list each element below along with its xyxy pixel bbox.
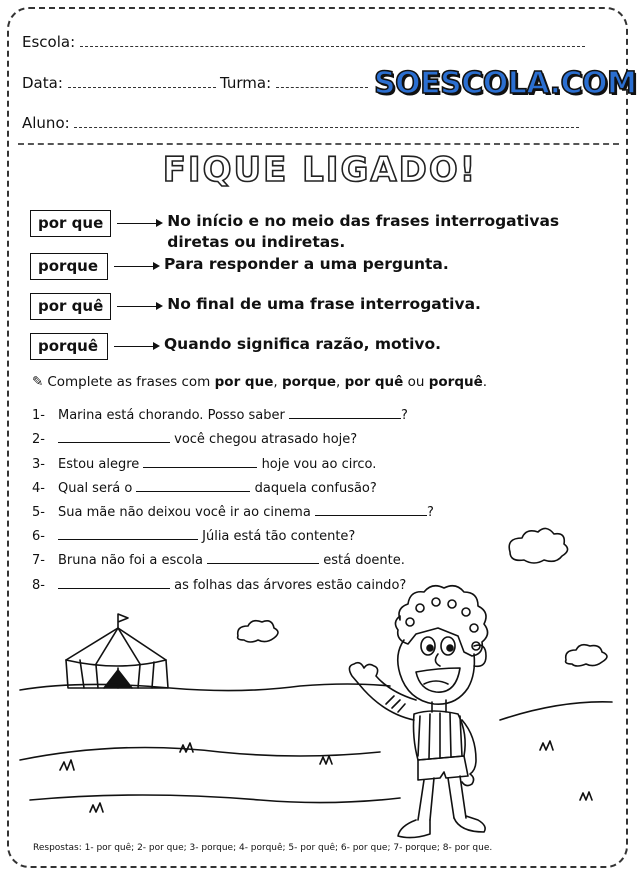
hill-line bbox=[500, 702, 612, 720]
instruction-text: Complete as frases com bbox=[47, 374, 215, 390]
circus-tent-icon bbox=[66, 614, 168, 688]
rule-description-line: Para responder a uma pergunta. bbox=[164, 255, 449, 273]
question-text: está doente. bbox=[319, 553, 405, 568]
question-number: 5- bbox=[32, 505, 45, 520]
term-box: porque bbox=[30, 253, 108, 280]
cloud-icon bbox=[509, 528, 567, 563]
instruction-text: . bbox=[482, 374, 488, 390]
question-number: 8- bbox=[32, 578, 45, 593]
question-text: ? bbox=[426, 505, 434, 520]
instruction-word: porque bbox=[281, 374, 336, 390]
question-text: Bruna não foi a escola bbox=[58, 553, 208, 568]
ground-line bbox=[20, 748, 380, 761]
question-text: ? bbox=[401, 408, 408, 423]
rule-description-line: No final de uma frase interrogativa. bbox=[167, 295, 481, 313]
rule-description-line: No início e no meio das frases interrogativas bbox=[167, 212, 560, 230]
question-text: Qual será o bbox=[58, 481, 137, 496]
instruction-word: por quê bbox=[344, 374, 404, 390]
question-number: 7- bbox=[32, 553, 45, 568]
question-number: 3- bbox=[32, 457, 45, 472]
escola-label: Escola: bbox=[22, 33, 76, 51]
question-text: Júlia está tão contente? bbox=[198, 529, 356, 544]
instruction-word: por que bbox=[214, 374, 274, 390]
term-box: por que bbox=[30, 210, 111, 237]
instruction-word: porquê bbox=[428, 374, 483, 390]
question-text: as folhas das árvores estão caindo? bbox=[170, 578, 407, 593]
brand-logo: SOESCOLA.COM bbox=[374, 66, 637, 101]
question-text: daquela confusão? bbox=[250, 481, 377, 496]
question-number: 1- bbox=[32, 408, 45, 423]
term-box: porquê bbox=[30, 333, 108, 360]
instruction-text: ou bbox=[403, 374, 429, 390]
question-text: Marina está chorando. Posso saber bbox=[58, 408, 290, 423]
boy-character-icon bbox=[349, 586, 487, 838]
rule-description-line: diretas ou indiretas. bbox=[167, 233, 346, 251]
question-text: hoje vou ao circo. bbox=[257, 457, 377, 472]
turma-label: Turma: bbox=[220, 74, 272, 92]
ground-line bbox=[30, 795, 400, 803]
answer-key: Respostas: 1- por quê; 2- por que; 3- porque; 4- porquê; 5- por quê; 6- por que; 7- porque; 8- por que. bbox=[33, 843, 493, 853]
instruction-text: , bbox=[273, 374, 282, 390]
pencil-icon: ✎ bbox=[32, 374, 44, 390]
question-number: 2- bbox=[32, 432, 45, 447]
instruction-text: , bbox=[336, 374, 345, 390]
term-box: por quê bbox=[30, 293, 111, 320]
aluno-label: Aluno: bbox=[22, 114, 70, 132]
page-title: FIQUE LIGADO! bbox=[162, 150, 478, 190]
question-number: 6- bbox=[32, 529, 45, 544]
cloud-icon bbox=[238, 621, 278, 642]
data-label: Data: bbox=[22, 74, 63, 92]
question-text: Estou alegre bbox=[58, 457, 144, 472]
cloud-icon bbox=[566, 645, 607, 666]
question-text: você chegou atrasado hoje? bbox=[170, 432, 358, 447]
question-text: Sua mãe não deixou você ir ao cinema bbox=[58, 505, 315, 520]
rule-description-line: Quando significa razão, motivo. bbox=[164, 335, 442, 353]
question-number: 4- bbox=[32, 481, 45, 496]
